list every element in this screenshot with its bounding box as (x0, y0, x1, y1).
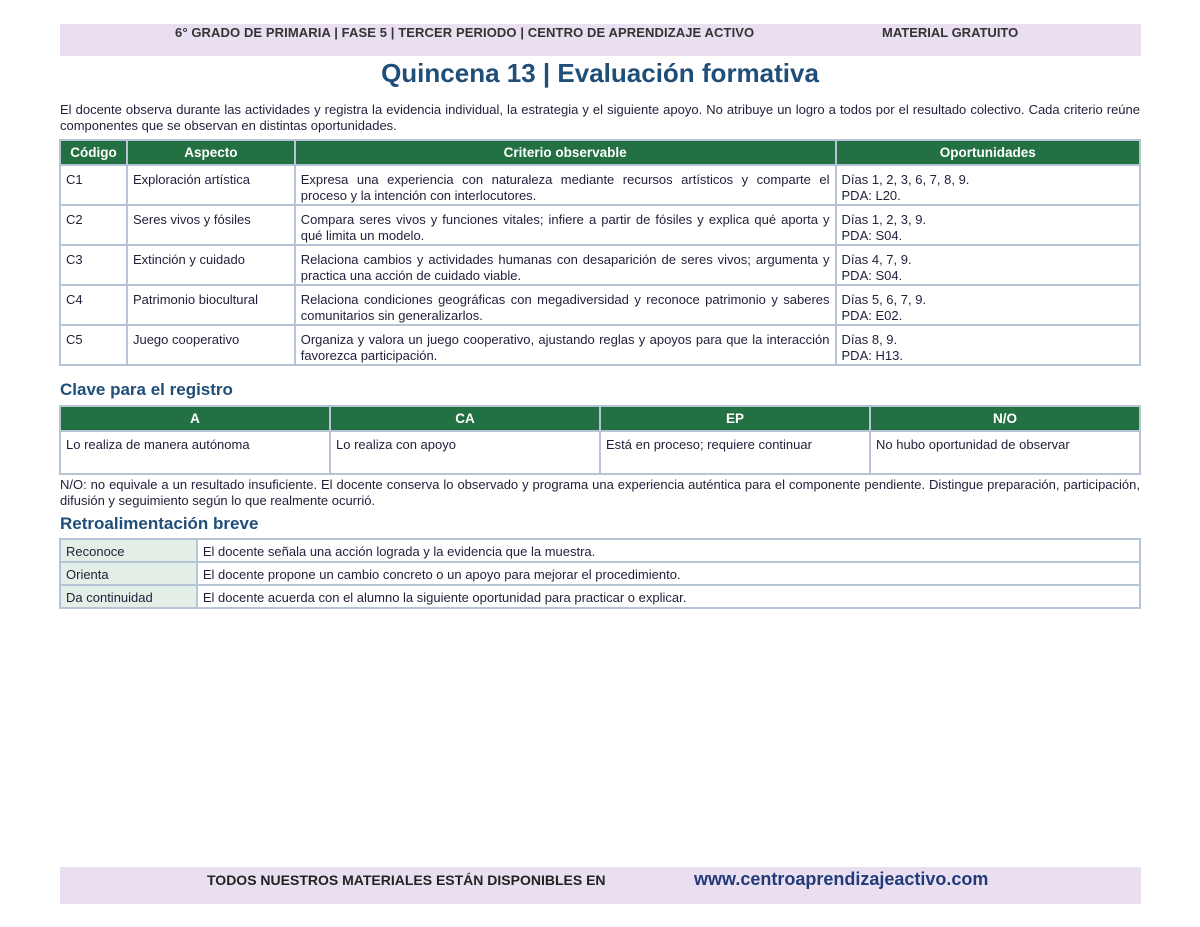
feedback-text: El docente acuerda con el alumno la siguiente oportunidad para practicar o explicar. (197, 585, 1140, 608)
feedback-table (59, 538, 1141, 609)
cell-days: Días 5, 6, 7, 9. (841, 292, 927, 307)
cell-aspect: Patrimonio biocultural (127, 285, 295, 325)
cell-opportunities (836, 165, 1140, 205)
cell-criterion: Expresa una experiencia con naturaleza mediante recursos artísticos y comparte el proceso y la intención con interlocutores. (295, 165, 836, 205)
cell-code: C3 (60, 245, 127, 285)
table-row (60, 585, 1140, 608)
cell-code: C2 (60, 205, 127, 245)
cell-opportunities (836, 285, 1140, 325)
feedback-text: El docente propone un cambio concreto o un apoyo para mejorar el procedimiento. (197, 562, 1140, 585)
cell-aspect: Juego cooperativo (127, 325, 295, 365)
cell-pda: PDA: L20. (841, 188, 901, 203)
cell-criterion: Relaciona cambios y actividades humanas con desaparición de seres vivos; argumenta y practica una acción de cuidado viable. (295, 245, 836, 285)
col-header-opportunities: Oportunidades (836, 140, 1140, 165)
key-header-no: N/O (870, 406, 1140, 431)
cell-criterion: Relaciona condiciones geográficas con megadiversidad y reconoce patrimonio y saberes comunitarios sin generalizarlos. (295, 285, 836, 325)
feedback-text: El docente señala una acción lograda y la evidencia que la muestra. (197, 539, 1140, 562)
key-header-ca: CA (330, 406, 600, 431)
feedback-label: Reconoce (60, 539, 197, 562)
col-header-code: Código (60, 140, 127, 165)
table-row (60, 539, 1140, 562)
cell-opportunities (836, 205, 1140, 245)
cell-code: C4 (60, 285, 127, 325)
key-header-row (60, 406, 1140, 431)
cell-code: C5 (60, 325, 127, 365)
key-table (59, 405, 1141, 475)
feedback-label: Orienta (60, 562, 197, 585)
footer-url-link[interactable]: www.centroaprendizajeactivo.com (694, 869, 989, 889)
cell-criterion: Organiza y valora un juego cooperativo, ajustando reglas y apoyos para que la interacción favorezca participación. (295, 325, 836, 365)
table-row (60, 325, 1140, 365)
cell-days: Días 8, 9. (841, 332, 898, 347)
header-left-text: 6° GRADO DE PRIMARIA | FASE 5 | TERCER PERIODO | CENTRO DE APRENDIZAJE ACTIVO (175, 25, 755, 40)
key-value-no: No hubo oportunidad de observar (870, 431, 1140, 474)
key-heading: Clave para el registro (60, 380, 233, 399)
intro-paragraph: El docente observa durante las actividades y registra la evidencia individual, la estrategia y el siguiente apoyo. No atribuye un logro a todos por el resultado colectivo. Cada criterio reúne componentes que se observan en distintas oportunidades. (60, 102, 1140, 133)
cell-aspect: Exploración artística (127, 165, 295, 205)
cell-days: Días 1, 2, 3, 6, 7, 8, 9. (841, 172, 970, 187)
page-title: Quincena 13 | Evaluación formativa (381, 58, 819, 88)
criteria-header-row (60, 140, 1140, 165)
criteria-table (59, 139, 1141, 366)
cell-pda: PDA: S04. (841, 268, 903, 283)
table-row (60, 205, 1140, 245)
cell-code: C1 (60, 165, 127, 205)
table-row (60, 562, 1140, 585)
key-value-ca: Lo realiza con apoyo (330, 431, 600, 474)
cell-days: Días 1, 2, 3, 9. (841, 212, 927, 227)
cell-pda: PDA: S04. (841, 228, 903, 243)
header-band (60, 24, 1141, 56)
table-row (60, 165, 1140, 205)
cell-aspect: Extinción y cuidado (127, 245, 295, 285)
feedback-label: Da continuidad (60, 585, 197, 608)
cell-pda: PDA: H13. (841, 348, 903, 363)
table-row (60, 431, 1140, 474)
note-paragraph: N/O: no equivale a un resultado insuficiente. El docente conserva lo observado y programa una experiencia auténtica para el componente pendiente. Distingue preparación, participación, difusión y seguimiento según lo que realmente ocurrió. (60, 477, 1140, 508)
key-header-ep: EP (600, 406, 870, 431)
col-header-aspect: Aspecto (127, 140, 295, 165)
key-value-ep: Está en proceso; requiere continuar (600, 431, 870, 474)
key-header-a: A (60, 406, 330, 431)
footer-band (60, 867, 1141, 904)
footer-text: TODOS NUESTROS MATERIALES ESTÁN DISPONIBLES EN (207, 872, 606, 888)
table-row (60, 285, 1140, 325)
cell-days: Días 4, 7, 9. (841, 252, 912, 267)
cell-aspect: Seres vivos y fósiles (127, 205, 295, 245)
key-value-a: Lo realiza de manera autónoma (60, 431, 330, 474)
cell-criterion: Compara seres vivos y funciones vitales; infiere a partir de fósiles y explica qué aporta y qué limita un modelo. (295, 205, 836, 245)
cell-opportunities (836, 245, 1140, 285)
cell-opportunities (836, 325, 1140, 365)
header-right-text: MATERIAL GRATUITO (882, 25, 1019, 40)
cell-pda: PDA: E02. (841, 308, 903, 323)
table-row (60, 245, 1140, 285)
feedback-heading: Retroalimentación breve (60, 514, 259, 533)
col-header-criterion: Criterio observable (295, 140, 836, 165)
